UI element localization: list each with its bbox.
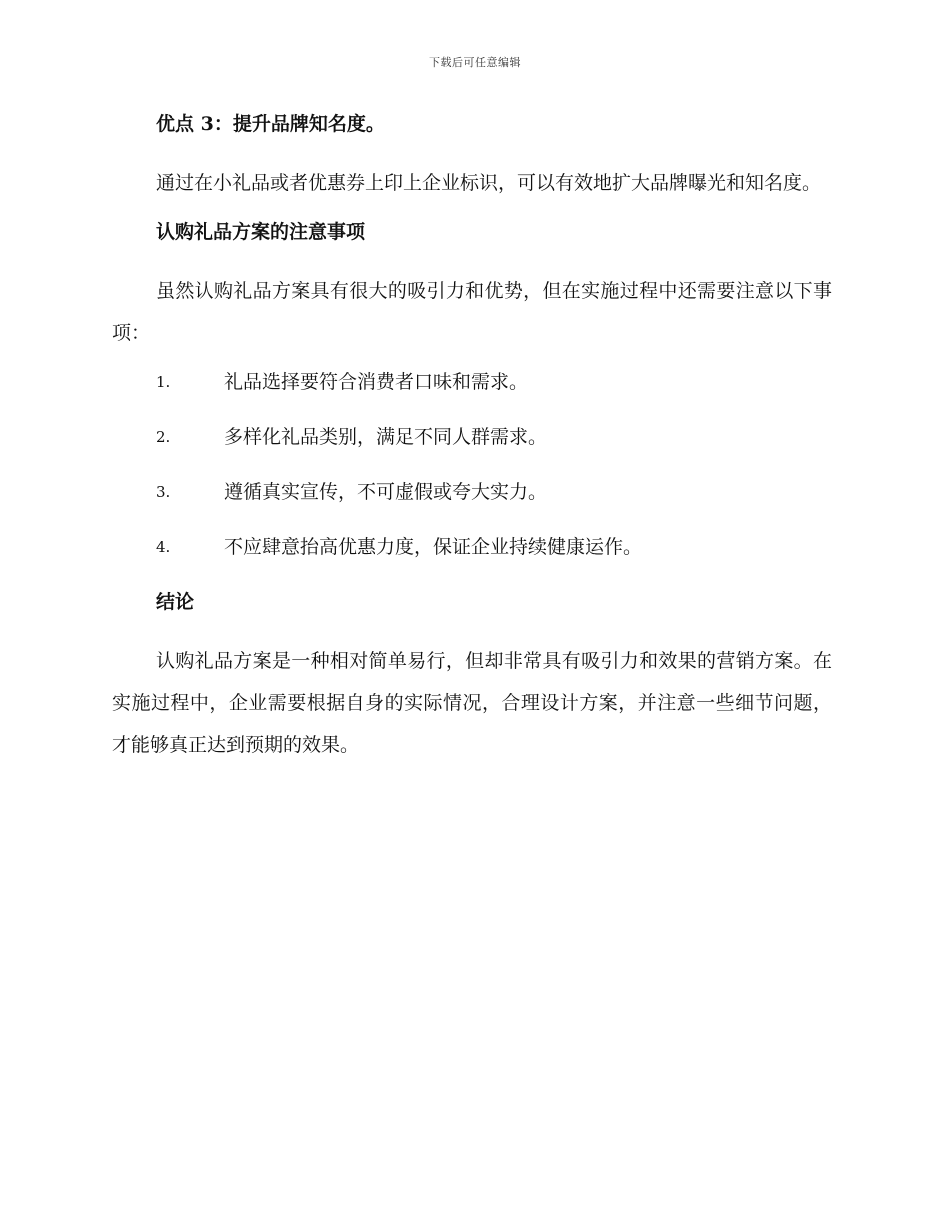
- notes-intro-paragraph: 虽然认购礼品方案具有很大的吸引力和优势，但在实施过程中还需要注意以下事项：: [112, 280, 832, 344]
- advantage-3-heading: 优点 3：提升品牌知名度。: [156, 113, 385, 135]
- list-item-text: 多样化礼品类别，满足不同人群需求。: [224, 426, 548, 448]
- list-item: [112, 366, 832, 398]
- conclusion-heading: 结论: [156, 591, 195, 613]
- document-body: [112, 108, 832, 778]
- list-item: [112, 421, 832, 453]
- list-item-text: 不应肆意抬高优惠力度，保证企业持续健康运作。: [224, 536, 643, 558]
- notes-list: [112, 366, 832, 563]
- list-item-number: 3.: [156, 483, 171, 501]
- conclusion-paragraph: 认购礼品方案是一种相对简单易行，但却非常具有吸引力和效果的营销方案。在实施过程中，企业需要根据自身的实际情况，合理设计方案，并注意一些细节问题，才能够真正达到预期的效果。: [112, 650, 832, 756]
- list-item-number: 2.: [156, 428, 171, 446]
- list-item-number: 4.: [156, 538, 171, 556]
- list-item: [112, 476, 832, 508]
- advantage-3-paragraph: 通过在小礼品或者优惠券上印上企业标识，可以有效地扩大品牌曝光和知名度。: [156, 172, 822, 194]
- list-item: [112, 531, 832, 563]
- list-item-text: 礼品选择要符合消费者口味和需求。: [224, 371, 529, 393]
- page-header: 下载后可任意编辑: [429, 56, 521, 69]
- notes-heading: 认购礼品方案的注意事项: [156, 221, 366, 243]
- list-item-text: 遵循真实宣传，不可虚假或夸大实力。: [224, 481, 548, 503]
- list-item-number: 1.: [156, 373, 171, 391]
